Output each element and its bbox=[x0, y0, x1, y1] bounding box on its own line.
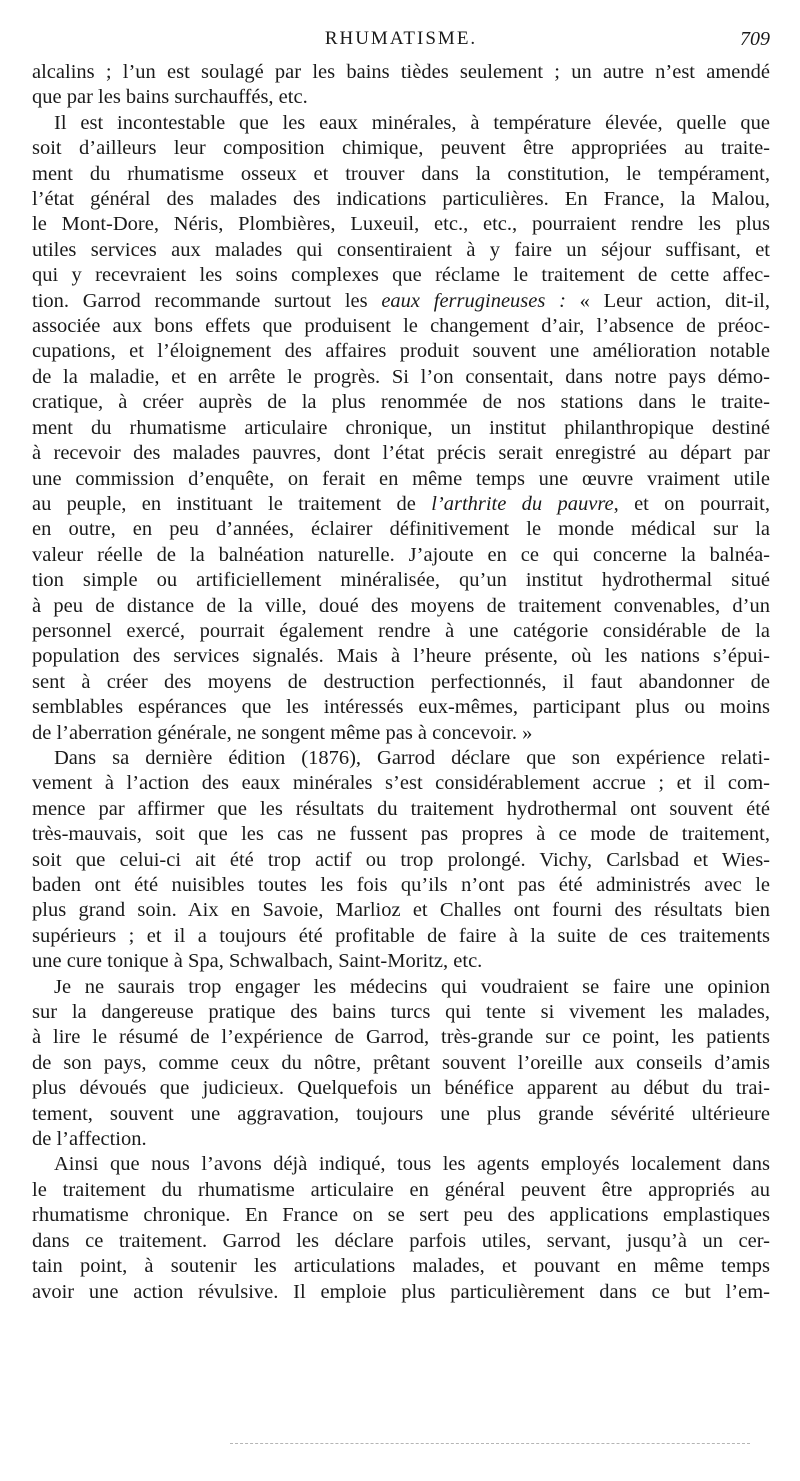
text-line bbox=[32, 517, 770, 542]
text-line bbox=[32, 873, 770, 898]
line-text: Dans sa dernière édition (1876), Garrod déclare que son expérience relati- bbox=[54, 746, 770, 769]
text-line bbox=[32, 365, 770, 390]
text-line bbox=[32, 1152, 770, 1177]
text-line bbox=[32, 670, 770, 695]
line-text: au peuple, en instituant le traitement de bbox=[32, 492, 432, 515]
line-text: très-mauvais, soit que les cas ne fussent pas propres à ce mode de traitement, bbox=[32, 823, 770, 846]
line-text: personnel exercé, pourrait également rendre à une catégorie considérable de la bbox=[32, 619, 770, 642]
line-text: associée aux bons effets que produisent le changement d’air, l’absence de préoc- bbox=[32, 315, 770, 338]
line-text: plus dévoués que judicieux. Quelquefois un bénéfice apparent au début du trai- bbox=[32, 1077, 770, 1100]
text-line bbox=[32, 162, 770, 187]
paragraph bbox=[32, 111, 770, 746]
text-line bbox=[32, 441, 770, 466]
line-text: que par les bains surchauffés, etc. bbox=[32, 86, 308, 109]
line-text: dans ce traitement. Garrod les déclare parfois utiles, servant, jusqu’à un cer- bbox=[32, 1229, 770, 1252]
line-text: de son pays, comme ceux du nôtre, prêtant souvent l’oreille aux conseils d’amis bbox=[32, 1051, 770, 1074]
text-line bbox=[32, 1051, 770, 1076]
line-text-after: , et on pourrait, bbox=[613, 492, 770, 515]
line-text: à peu de distance de la ville, doué des moyens de traitement convenables, d’un bbox=[32, 594, 770, 617]
line-text: une cure tonique à Spa, Schwalbach, Saint-Moritz, etc. bbox=[32, 950, 483, 973]
line-text: baden ont été nuisibles toutes les fois qu’ils n’ont pas été administrés avec le bbox=[32, 874, 770, 896]
page-number: 709 bbox=[740, 28, 770, 50]
paragraph bbox=[32, 746, 770, 975]
line-text: cratique, à créer auprès de la plus renommée de nos stations dans le traite- bbox=[32, 391, 770, 414]
line-text: qui y recevraient les soins complexes que réclame le traitement de cette affec- bbox=[32, 264, 770, 287]
text-line bbox=[32, 187, 770, 212]
text-line bbox=[32, 594, 770, 619]
text-line bbox=[32, 771, 770, 796]
line-text: Je ne saurais trop engager les médecins qui voudraient se faire une opinion bbox=[54, 975, 770, 998]
paragraph bbox=[32, 60, 770, 111]
line-text: population des services signalés. Mais à l’heure présente, où les nations s’épui- bbox=[32, 645, 770, 668]
text-line bbox=[32, 1025, 770, 1050]
line-text: cupations, et l’éloignement des affaires produit souvent une amélioration notable bbox=[32, 340, 770, 363]
text-line bbox=[32, 1229, 770, 1254]
line-emphasis: l’arthrite du pauvre bbox=[431, 492, 614, 515]
line-text: soit que celui-ci ait été trop actif ou trop prolongé. Vichy, Carlsbad et Wies- bbox=[32, 848, 770, 871]
paragraph bbox=[32, 1152, 770, 1304]
document-page bbox=[32, 22, 770, 1305]
line-text: alcalins ; l’un est soulagé par les bains tièdes seulement ; un autre n’est amendé bbox=[32, 61, 770, 83]
line-text: sur la dangereuse pratique des bains turcs qui tente si vivement les malades, bbox=[32, 1001, 770, 1024]
text-line bbox=[32, 898, 770, 923]
body-text bbox=[32, 60, 770, 1305]
line-text: de l’affection. bbox=[32, 1128, 147, 1151]
line-text: vement à l’action des eaux minérales s’est considérablement accrue ; et il com- bbox=[32, 772, 770, 795]
text-line bbox=[32, 492, 770, 517]
text-line bbox=[32, 416, 770, 441]
text-line bbox=[32, 1203, 770, 1228]
line-text: Ainsi que nous l’avons déjà indiqué, tous les agents employés localement dans bbox=[54, 1153, 770, 1176]
text-line bbox=[32, 212, 770, 237]
line-text: le traitement du rhumatisme articulaire en général peuvent être appropriés au bbox=[32, 1178, 770, 1201]
line-text: rhumatisme chronique. En France on se sert peu des applications emplastiques bbox=[32, 1204, 770, 1227]
text-line bbox=[32, 136, 770, 161]
line-text: une commission d’enquête, on ferait en même temps une œuvre vraiment utile bbox=[32, 467, 770, 490]
line-text: le Mont-Dore, Néris, Plombières, Luxeuil, etc., etc., pourraient rendre les plus bbox=[32, 213, 770, 236]
text-line bbox=[32, 289, 770, 314]
text-line bbox=[32, 721, 770, 746]
text-line bbox=[32, 644, 770, 669]
text-line bbox=[32, 619, 770, 644]
bottom-rule bbox=[230, 1443, 750, 1444]
text-line bbox=[32, 390, 770, 415]
running-title: RHUMATISME. bbox=[324, 28, 478, 49]
page-header bbox=[32, 22, 770, 60]
text-line bbox=[32, 848, 770, 873]
text-line bbox=[32, 111, 770, 136]
text-line bbox=[32, 85, 770, 110]
text-line bbox=[32, 339, 770, 364]
line-text: tion simple ou artificiellement minéralisée, qu’un institut hydrothermal situé bbox=[32, 569, 770, 592]
text-line bbox=[32, 238, 770, 263]
line-text: de la maladie, et en arrête le progrès. Si l’on consentait, dans notre pays démo- bbox=[32, 365, 770, 388]
text-line bbox=[32, 975, 770, 1000]
text-line bbox=[32, 568, 770, 593]
line-text: valeur réelle de la balnéation naturelle. J’ajoute en ce qui concerne la balnéa- bbox=[32, 543, 770, 566]
line-text: soit d’ailleurs leur composition chimique, peuvent être appropriées au traite- bbox=[32, 137, 770, 160]
text-line bbox=[32, 60, 770, 85]
line-text: ment du rhumatisme osseux et trouver dans la constitution, le tempérament, bbox=[32, 162, 770, 185]
line-text: en outre, en peu d’années, éclairer définitivement le monde médical sur la bbox=[32, 518, 770, 541]
text-line bbox=[32, 797, 770, 822]
text-line bbox=[32, 746, 770, 771]
text-line bbox=[32, 1000, 770, 1025]
text-line bbox=[32, 949, 770, 974]
line-text-after: « Leur action, dit-il, bbox=[565, 289, 770, 312]
line-text: à lire le résumé de l’expérience de Garrod, très-grande sur ce point, les patients bbox=[32, 1026, 770, 1049]
line-text: à recevoir des malades pauvres, dont l’état précis serait enregistré au départ par bbox=[32, 442, 770, 465]
line-emphasis: eaux ferrugineuses : bbox=[381, 289, 566, 312]
text-line bbox=[32, 314, 770, 339]
text-line bbox=[32, 1254, 770, 1279]
text-line bbox=[32, 263, 770, 288]
text-line bbox=[32, 543, 770, 568]
line-text: supérieurs ; et il a toujours été profitable de faire à la suite de ces traitements bbox=[32, 924, 770, 947]
line-text: sent à créer des moyens de destruction perfectionnés, il faut abandonner de bbox=[32, 670, 770, 693]
line-text: utiles services aux malades qui consentiraient à y faire un séjour suffisant, et bbox=[32, 238, 770, 261]
line-text: Il est incontestable que les eaux minérales, à température élevée, quelle que bbox=[54, 111, 770, 134]
line-text: tement, souvent une aggravation, toujours une plus grande sévérité ultérieure bbox=[32, 1102, 770, 1125]
text-line bbox=[32, 695, 770, 720]
text-line bbox=[32, 1127, 770, 1152]
line-text: tain point, à soutenir les articulations malades, et pouvant en même temps bbox=[32, 1255, 770, 1278]
line-text: semblables espérances que les intéressés eux-mêmes, participant plus ou moins bbox=[32, 696, 770, 719]
text-line bbox=[32, 1178, 770, 1203]
text-line bbox=[32, 822, 770, 847]
paragraph bbox=[32, 975, 770, 1153]
text-line bbox=[32, 467, 770, 492]
line-text: mence par affirmer que les résultats du traitement hydrothermal ont souvent été bbox=[32, 797, 770, 820]
line-text: ment du rhumatisme articulaire chronique, un institut philanthropique destiné bbox=[32, 416, 770, 439]
line-text: l’état général des malades des indications particulières. En France, la Malou, bbox=[32, 188, 770, 211]
text-line bbox=[32, 1280, 770, 1305]
line-text: de l’aberration générale, ne songent même pas à concevoir. » bbox=[32, 721, 533, 744]
text-line bbox=[32, 1102, 770, 1127]
line-text: plus grand soin. Aix en Savoie, Marlioz et Challes ont fourni des résultats bien bbox=[32, 899, 770, 922]
line-text: avoir une action révulsive. Il emploie plus particulièrement dans ce but l’em- bbox=[32, 1280, 770, 1303]
text-line bbox=[32, 924, 770, 949]
line-text: tion. Garrod recommande surtout les bbox=[32, 289, 382, 312]
text-line bbox=[32, 1076, 770, 1101]
